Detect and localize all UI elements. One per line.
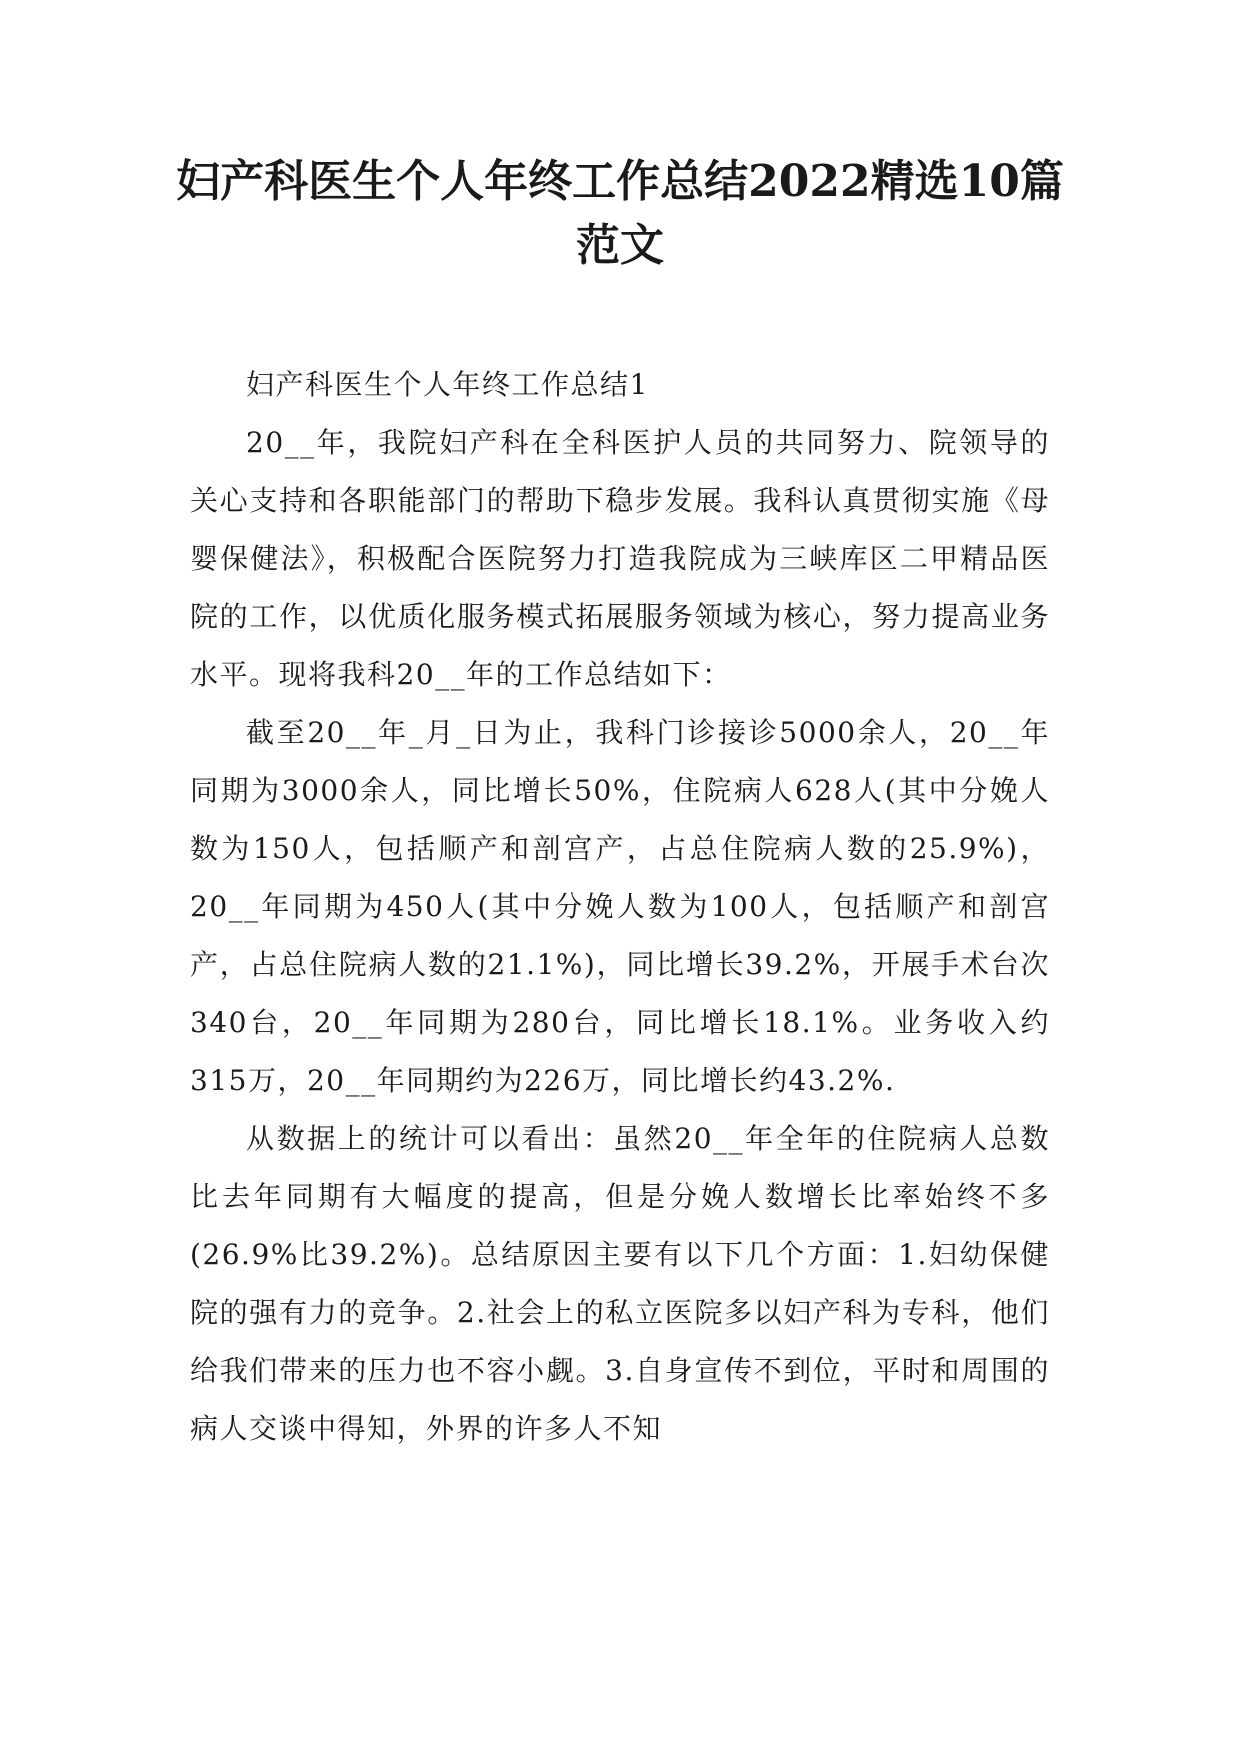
document-body: [190, 356, 1050, 1458]
paragraph-3: 从数据上的统计可以看出：虽然20__年全年的住院病人总数比去年同期有大幅度的提高，但是分娩人数增长比率始终不多(26.9%比39.2%)。总结原因主要有以下几个方面：1.妇幼保健院的强有力的竞争。2.社会上的私立医院多以妇产科为专科，他们给我们带来的压力也不容小觑。3.自身宣传不到位，平时和周围的病人交谈中得知，外界的许多人不知: [190, 1122, 1050, 1445]
paragraph-2: 截至20__年_月_日为止，我科门诊接诊5000余人，20__年同期为3000余人，同比增长50%，住院病人628人(其中分娩人数为150人，包括顺产和剖宫产，占总住院病人数的25.9%)，20__年同期为450人(其中分娩人数为100人，包括顺产和剖宫产，占总住院病人数的21.1%)，同比增长39.2%，开展手术台次340台，20__年同期为280台，同比增长18.1%。业务收入约315万，20__年同期约为226万，同比增长约43.2%.: [190, 716, 1050, 1097]
document-title: 妇产科医生个人年终工作总结2022精选10篇范文: [176, 156, 1064, 271]
paragraph-1: 20__年，我院妇产科在全科医护人员的共同努力、院领导的关心支持和各职能部门的帮助下稳步发展。我科认真贯彻实施《母婴保健法》，积极配合医院努力打造我院成为三峡库区二甲精品医院的工作，以优质化服务模式拓展服务领域为核心，努力提高业务水平。现将我科20__年的工作总结如下：: [190, 426, 1050, 691]
section-heading: 妇产科医生个人年终工作总结1: [246, 368, 649, 401]
